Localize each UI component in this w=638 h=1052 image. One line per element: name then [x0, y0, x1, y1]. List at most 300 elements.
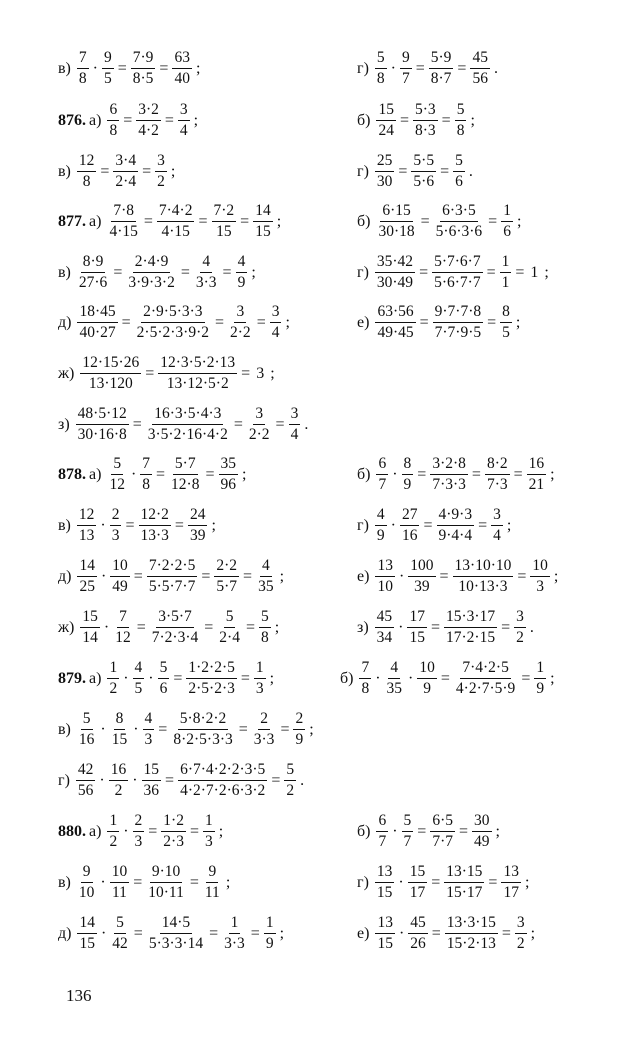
denominator: 4: [493, 527, 501, 545]
solution-line: [58, 507, 219, 545]
solution-line: [58, 915, 287, 953]
operator: ·: [130, 465, 137, 483]
operator: =: [420, 212, 430, 230]
numerator: 5: [224, 609, 236, 628]
fraction: [434, 203, 485, 241]
denominator: 17: [503, 884, 519, 902]
fraction: [375, 254, 415, 292]
fraction: [155, 153, 167, 191]
denominator: 30·16·8: [77, 426, 127, 444]
denominator: 9: [265, 935, 274, 953]
fraction: [500, 254, 512, 292]
item-label: г): [357, 162, 369, 180]
fraction: [77, 304, 117, 342]
numerator: 5: [259, 609, 271, 628]
fraction: [194, 254, 219, 292]
solution-line: [58, 355, 278, 393]
numerator: 10: [110, 558, 130, 577]
operator: =: [174, 516, 184, 534]
item-label: г): [357, 516, 369, 534]
item-label: а): [89, 212, 102, 230]
fraction: [178, 762, 267, 800]
fraction: [376, 203, 416, 241]
fraction: [530, 558, 550, 596]
item-label: в): [58, 873, 71, 891]
fraction: [110, 507, 122, 545]
fraction: [102, 50, 114, 88]
operator: =: [399, 111, 409, 129]
operator: =: [515, 263, 525, 281]
item-label: а): [89, 669, 102, 687]
fraction: [429, 50, 454, 88]
numerator: 15: [408, 864, 428, 883]
numerator: 2: [133, 813, 145, 832]
fraction: [178, 102, 190, 140]
numerator: 2·2: [214, 558, 239, 577]
fraction: [437, 507, 475, 545]
fraction: [171, 711, 234, 749]
denominator: 3: [205, 833, 213, 851]
operator: =: [233, 415, 243, 433]
fraction: [186, 660, 237, 698]
denominator: 6: [455, 173, 463, 191]
fraction: [139, 507, 171, 545]
solution-line: [58, 456, 249, 494]
operator: =: [430, 618, 441, 636]
item-label: ж): [58, 618, 75, 636]
denominator: 25: [79, 578, 95, 596]
operator: ;: [211, 516, 216, 534]
operator: ·: [100, 516, 106, 534]
numerator: 8: [500, 304, 512, 323]
fraction: [107, 660, 119, 698]
denominator: 8: [376, 70, 385, 88]
numerator: 7·9: [131, 50, 156, 69]
numerator: 10: [110, 864, 130, 883]
denominator: 30: [376, 173, 393, 191]
operator: ;: [285, 313, 290, 331]
operator: =: [214, 313, 225, 331]
denominator: 12·8: [171, 476, 200, 494]
denominator: 3·3: [253, 731, 275, 749]
denominator: 4·2·7·5·9: [455, 680, 516, 698]
item-label: д): [58, 924, 72, 942]
denominator: 6: [159, 680, 168, 698]
operator: =: [245, 618, 255, 636]
operator: ;: [279, 924, 285, 942]
operator: ;: [470, 111, 475, 129]
denominator: 49·45: [377, 324, 414, 342]
fraction: [430, 456, 468, 494]
solution-line: [58, 304, 293, 342]
fraction: [219, 456, 239, 494]
fraction: [514, 609, 526, 647]
fraction: [411, 153, 436, 191]
operator: =: [164, 111, 174, 129]
item-label: б): [357, 111, 371, 129]
numerator: 8·9: [81, 254, 106, 273]
fraction: [214, 558, 239, 596]
fraction: [142, 762, 162, 800]
fraction: [76, 406, 129, 444]
numerator: 4: [260, 558, 272, 577]
denominator: 9: [295, 731, 304, 749]
denominator: 15: [376, 884, 393, 902]
fraction: [146, 406, 230, 444]
fraction: [212, 203, 237, 241]
operator: =: [156, 465, 166, 483]
operator: =: [439, 567, 449, 585]
fraction: [80, 609, 100, 647]
solution-line: [357, 864, 532, 902]
operator: ·: [100, 873, 106, 891]
denominator: 2: [516, 935, 525, 953]
fraction: [77, 254, 109, 292]
denominator: 5·7: [216, 578, 238, 596]
denominator: 5·3·3·14: [148, 935, 204, 953]
numerator: 17: [407, 609, 427, 628]
numerator: 3·2·8: [430, 456, 468, 475]
fraction: [259, 609, 271, 647]
denominator: 8: [82, 173, 91, 191]
operator: =: [240, 669, 250, 687]
fraction: [77, 507, 97, 545]
solution-line: [357, 915, 538, 953]
fraction: [253, 203, 273, 241]
fraction: [110, 711, 130, 749]
denominator: 9·4·4: [438, 527, 473, 545]
denominator: 16: [78, 731, 95, 749]
operator: =: [189, 822, 199, 840]
operator: ;: [530, 924, 536, 942]
denominator: 2: [109, 680, 118, 698]
operator: =: [271, 771, 281, 789]
operator: =: [100, 162, 110, 180]
numerator: 1: [229, 915, 241, 934]
item-label: ж): [58, 364, 75, 382]
denominator: 27·6: [78, 274, 108, 292]
denominator: 5: [103, 70, 112, 88]
numerator: 2: [110, 507, 122, 526]
item-label: г): [58, 771, 70, 789]
solution-line: [340, 660, 558, 698]
numerator: 4: [388, 660, 400, 679]
operator: =: [241, 364, 251, 382]
fraction: [203, 864, 222, 902]
fraction: [107, 203, 139, 241]
numerator: 5: [81, 711, 93, 730]
solution-line: [58, 254, 259, 292]
operator: =: [478, 516, 488, 534]
fraction: [107, 813, 119, 851]
denominator: 21: [528, 476, 545, 494]
fraction: [77, 558, 97, 596]
operator: ;: [218, 822, 224, 840]
operator: =: [240, 212, 250, 230]
denominator: 2: [157, 173, 165, 191]
denominator: 7·3: [486, 476, 508, 494]
numerator: 8: [114, 711, 126, 730]
numerator: 3: [178, 102, 190, 121]
numerator: 1: [107, 660, 119, 679]
denominator: 8: [361, 680, 370, 698]
numerator: 3: [155, 153, 167, 172]
fraction: [293, 711, 305, 749]
fraction: [254, 660, 266, 698]
solution-line: [58, 153, 178, 191]
numerator: 16·3·5·4·3: [152, 406, 223, 425]
operator: =: [180, 263, 190, 281]
numerator: 2: [258, 711, 270, 730]
numerator: 12·2: [139, 507, 171, 526]
fraction: [376, 813, 388, 851]
operator: =: [142, 162, 152, 180]
solution-line: [357, 456, 558, 494]
solution-line: [357, 609, 537, 647]
denominator: 17: [409, 884, 426, 902]
fraction: [453, 153, 465, 191]
denominator: 14: [82, 629, 98, 647]
operator: =: [431, 873, 441, 891]
numerator: 7: [117, 609, 129, 628]
fraction: [444, 609, 497, 647]
fraction: [433, 304, 484, 342]
item-label: е): [357, 313, 370, 331]
fraction: [113, 153, 138, 191]
numerator: 5: [284, 762, 296, 781]
fraction: [527, 456, 547, 494]
denominator: 12: [109, 476, 125, 494]
numerator: 7·2: [212, 203, 237, 222]
numerator: 35·42: [375, 254, 415, 273]
fraction: [400, 507, 420, 545]
fraction: [135, 304, 211, 342]
operator: ·: [99, 771, 105, 789]
operator: =: [133, 924, 143, 942]
item-label: д): [58, 567, 72, 585]
numerator: 15·3·17: [444, 609, 497, 628]
numerator: 12·15·26: [80, 355, 141, 374]
denominator: 5·6: [413, 173, 435, 191]
operator: =: [165, 771, 175, 789]
operator: =: [513, 465, 523, 483]
denominator: 24: [378, 122, 394, 140]
operator: ;: [269, 669, 275, 687]
fraction: [203, 813, 215, 851]
item-label: а): [89, 822, 102, 840]
item-label: в): [58, 516, 71, 534]
operator: ·: [100, 720, 106, 738]
operator: =: [243, 567, 253, 585]
operator: =: [158, 720, 168, 738]
denominator: 2·4: [219, 629, 240, 647]
operator: =: [121, 313, 131, 331]
numerator: 7·4·2: [157, 203, 195, 222]
denominator: 3·9·3·2: [128, 274, 175, 292]
operator: ;: [506, 516, 512, 534]
operator: ·: [132, 771, 138, 789]
operator: =: [417, 465, 427, 483]
fraction: [161, 813, 186, 851]
numerator: 35: [219, 456, 239, 475]
item-label: д): [58, 313, 72, 331]
fraction: [110, 558, 130, 596]
denominator: 15: [409, 629, 425, 647]
denominator: 5: [134, 680, 143, 698]
numerator: 5·5: [411, 153, 436, 172]
item-label: з): [357, 618, 369, 636]
numerator: 3·4: [113, 153, 138, 172]
denominator: 17·2·15: [446, 629, 496, 647]
numerator: 1: [264, 915, 276, 934]
operator: =: [136, 618, 146, 636]
fraction: [444, 864, 484, 902]
numerator: 3: [515, 915, 527, 934]
operator: =: [419, 263, 429, 281]
fraction: [472, 813, 492, 851]
numerator: 63: [172, 50, 192, 69]
numerator: 7: [359, 660, 371, 679]
fraction: [247, 406, 272, 444]
numerator: 100: [408, 558, 435, 577]
fraction: [376, 456, 388, 494]
denominator: 3·3: [195, 274, 217, 292]
denominator: 2·4: [115, 173, 137, 191]
denominator: 15: [377, 935, 393, 953]
fraction: [485, 456, 510, 494]
numerator: 6·5: [430, 813, 455, 832]
numerator: 4: [236, 254, 248, 273]
numerator: 6·15: [380, 203, 412, 222]
denominator: 16: [401, 527, 418, 545]
fraction: [408, 915, 428, 953]
solution-line: [58, 50, 203, 88]
fraction: [228, 304, 253, 342]
numerator: 5·9: [429, 50, 454, 69]
fraction: [375, 915, 395, 953]
fraction: [77, 50, 89, 88]
fraction: [408, 864, 428, 902]
denominator: 35: [258, 578, 274, 596]
solution-line: [357, 203, 524, 241]
numerator: 9: [400, 50, 412, 69]
denominator: 2: [114, 782, 123, 800]
operator: ·: [398, 618, 404, 636]
denominator: 2·2: [230, 324, 251, 342]
operator: ·: [133, 720, 139, 738]
problem-number: 879.: [58, 669, 86, 687]
numerator: 5: [375, 50, 387, 69]
solution-line: [58, 609, 282, 647]
numerator: 3: [491, 507, 503, 526]
operator: =: [250, 924, 260, 942]
numerator: 7·2·2·5: [147, 558, 198, 577]
fraction: [222, 915, 247, 953]
operator: ·: [103, 618, 110, 636]
denominator: 8: [109, 122, 118, 140]
numerator: 1: [534, 660, 546, 679]
denominator: 30·49: [376, 274, 414, 292]
operator: =: [441, 111, 451, 129]
numerator: 10: [417, 660, 437, 679]
denominator: 1: [501, 274, 510, 292]
denominator: 4·2·7·2·6·3·2: [180, 782, 266, 800]
denominator: 42: [112, 935, 128, 953]
solution-line: [357, 254, 552, 292]
solution-line: [58, 406, 311, 444]
denominator: 49: [112, 578, 128, 596]
denominator: 11: [112, 884, 127, 902]
fraction: [113, 609, 133, 647]
solution-line: [357, 304, 523, 342]
operator: =: [198, 212, 208, 230]
denominator: 8: [142, 476, 151, 494]
operator: ·: [123, 822, 129, 840]
fraction: [402, 813, 414, 851]
denominator: 15·2·13: [446, 935, 496, 953]
operator: =: [487, 313, 497, 331]
denominator: 3: [111, 527, 120, 545]
denominator: 56: [472, 70, 488, 88]
item-label: в): [58, 59, 71, 77]
numerator: 9: [81, 864, 93, 883]
item-label: в): [58, 162, 71, 180]
operator: =: [275, 415, 285, 433]
denominator: 9: [237, 274, 246, 292]
numerator: 13·3·15: [445, 915, 498, 934]
operator: ·: [398, 567, 405, 585]
operator: =: [148, 822, 158, 840]
numerator: 9: [102, 50, 114, 69]
fraction: [140, 456, 152, 494]
denominator: 15·17: [446, 884, 483, 902]
operator: =: [440, 162, 450, 180]
numerator: 4: [133, 660, 145, 679]
operator: =: [132, 415, 142, 433]
operator: =: [133, 567, 143, 585]
denominator: 11: [204, 884, 220, 902]
operator: =: [205, 465, 215, 483]
operator: =: [117, 59, 127, 77]
numerator: 2·9·5·3·3: [141, 304, 204, 323]
fraction: [110, 864, 130, 902]
operator: ·: [390, 516, 396, 534]
numerator: 12·3·5·2·13: [158, 355, 237, 374]
fraction: [236, 254, 248, 292]
fraction: [172, 50, 192, 88]
numerator: 5: [111, 456, 123, 475]
numerator: 1·2·2·5: [186, 660, 237, 679]
fraction: [126, 254, 177, 292]
fraction: [455, 102, 467, 140]
fraction: [150, 609, 201, 647]
operator: =: [238, 720, 248, 738]
operator: =: [459, 822, 469, 840]
numerator: 30: [472, 813, 492, 832]
numerator: 9: [206, 864, 218, 883]
operator: ·: [148, 669, 154, 687]
numerator: 7: [77, 50, 89, 69]
denominator: 13·3: [140, 527, 169, 545]
operator: =: [440, 669, 450, 687]
numerator: 15: [142, 762, 162, 781]
fraction: [147, 915, 205, 953]
numerator: 1: [203, 813, 215, 832]
denominator: 36: [143, 782, 160, 800]
numerator: 5: [114, 915, 126, 934]
numerator: 16: [527, 456, 547, 475]
fraction: [534, 660, 546, 698]
